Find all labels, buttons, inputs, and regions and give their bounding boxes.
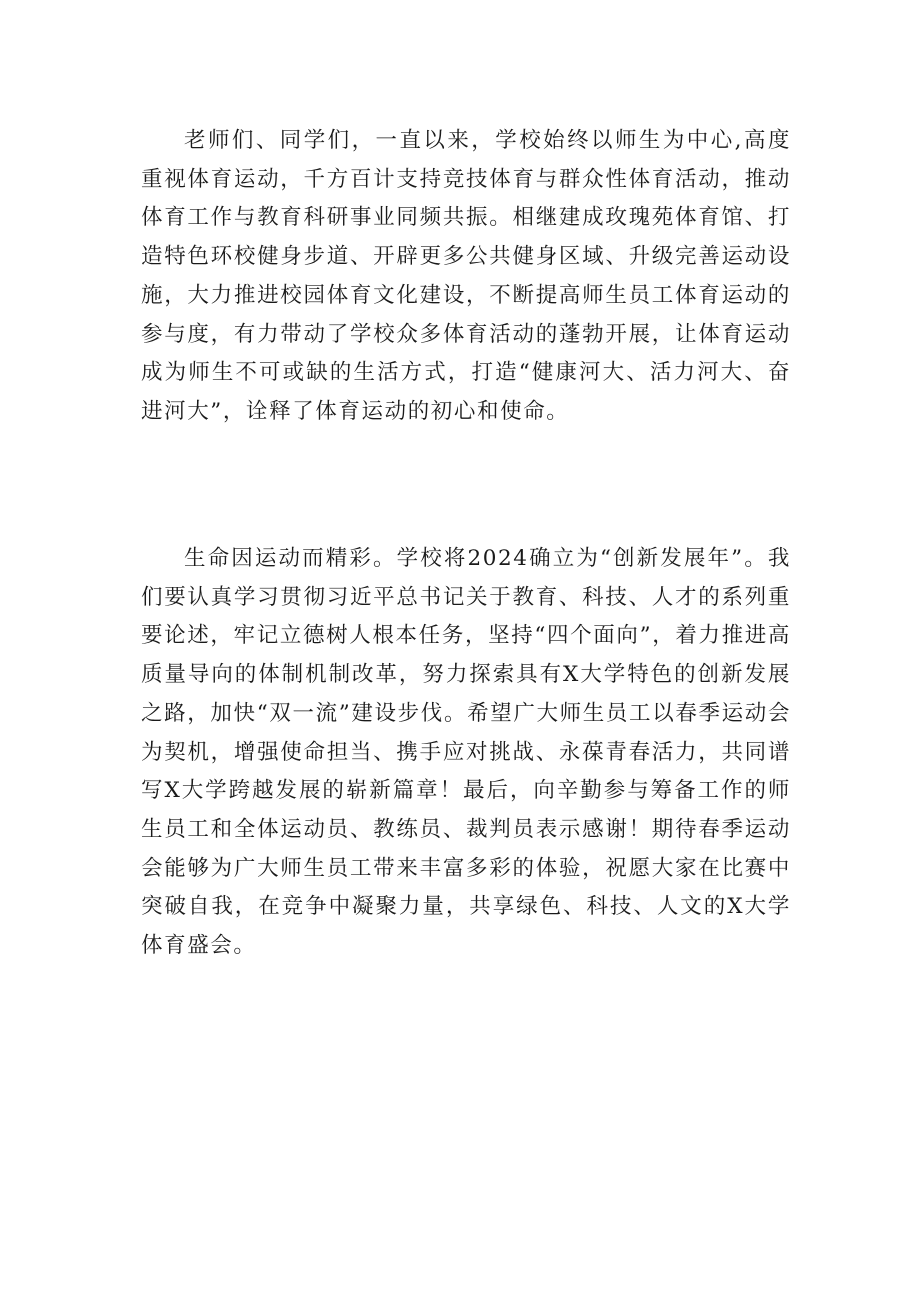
body-paragraph-1: 老师们、同学们，一直以来，学校始终以师生为中心,高度重视体育运动，千方百计支持竞技体育与群众性体育活动，推动体育工作与教育科研事业同频共振。相继建成玫瑰苑体育馆、打造特色环校健身步道、开辟更多公共健身区域、升级完善运动设施，大力推进校园体育文化建设，不断提高师生员工体育运动的参与度，有力带动了学校众多体育活动的蓬勃开展，让体育运动成为师生不可或缺的生活方式，打造“健康河大、活力河大、奋进河大”，诠释了体育运动的初心和使命。	[141, 128, 791, 424]
body-paragraph-2: 生命因运动而精彩。学校将2024确立为“创新发展年”。我们要认真学习贯彻习近平总书记关于教育、科技、人才的系列重要论述，牢记立德树人根本任务，坚持“四个面向”，着力推进高质量导向的体制机制改革，努力探索具有X大学特色的创新发展之路，加快“双一流”建设步伐。希望广大师生员工以春季运动会为契机，增强使命担当、携手应对挑战、永葆青春活力，共同谱写X大学跨越发展的崭新篇章！最后，向辛勤参与筹备工作的师生员工和全体运动员、教练员、裁判员表示感谢！期待春季运动会能够为广大师生员工带来丰富多彩的体验，祝愿大家在比赛中突破自我，在竞争中凝聚力量，共享绿色、科技、人文的X大学体育盛会。	[141, 546, 791, 959]
